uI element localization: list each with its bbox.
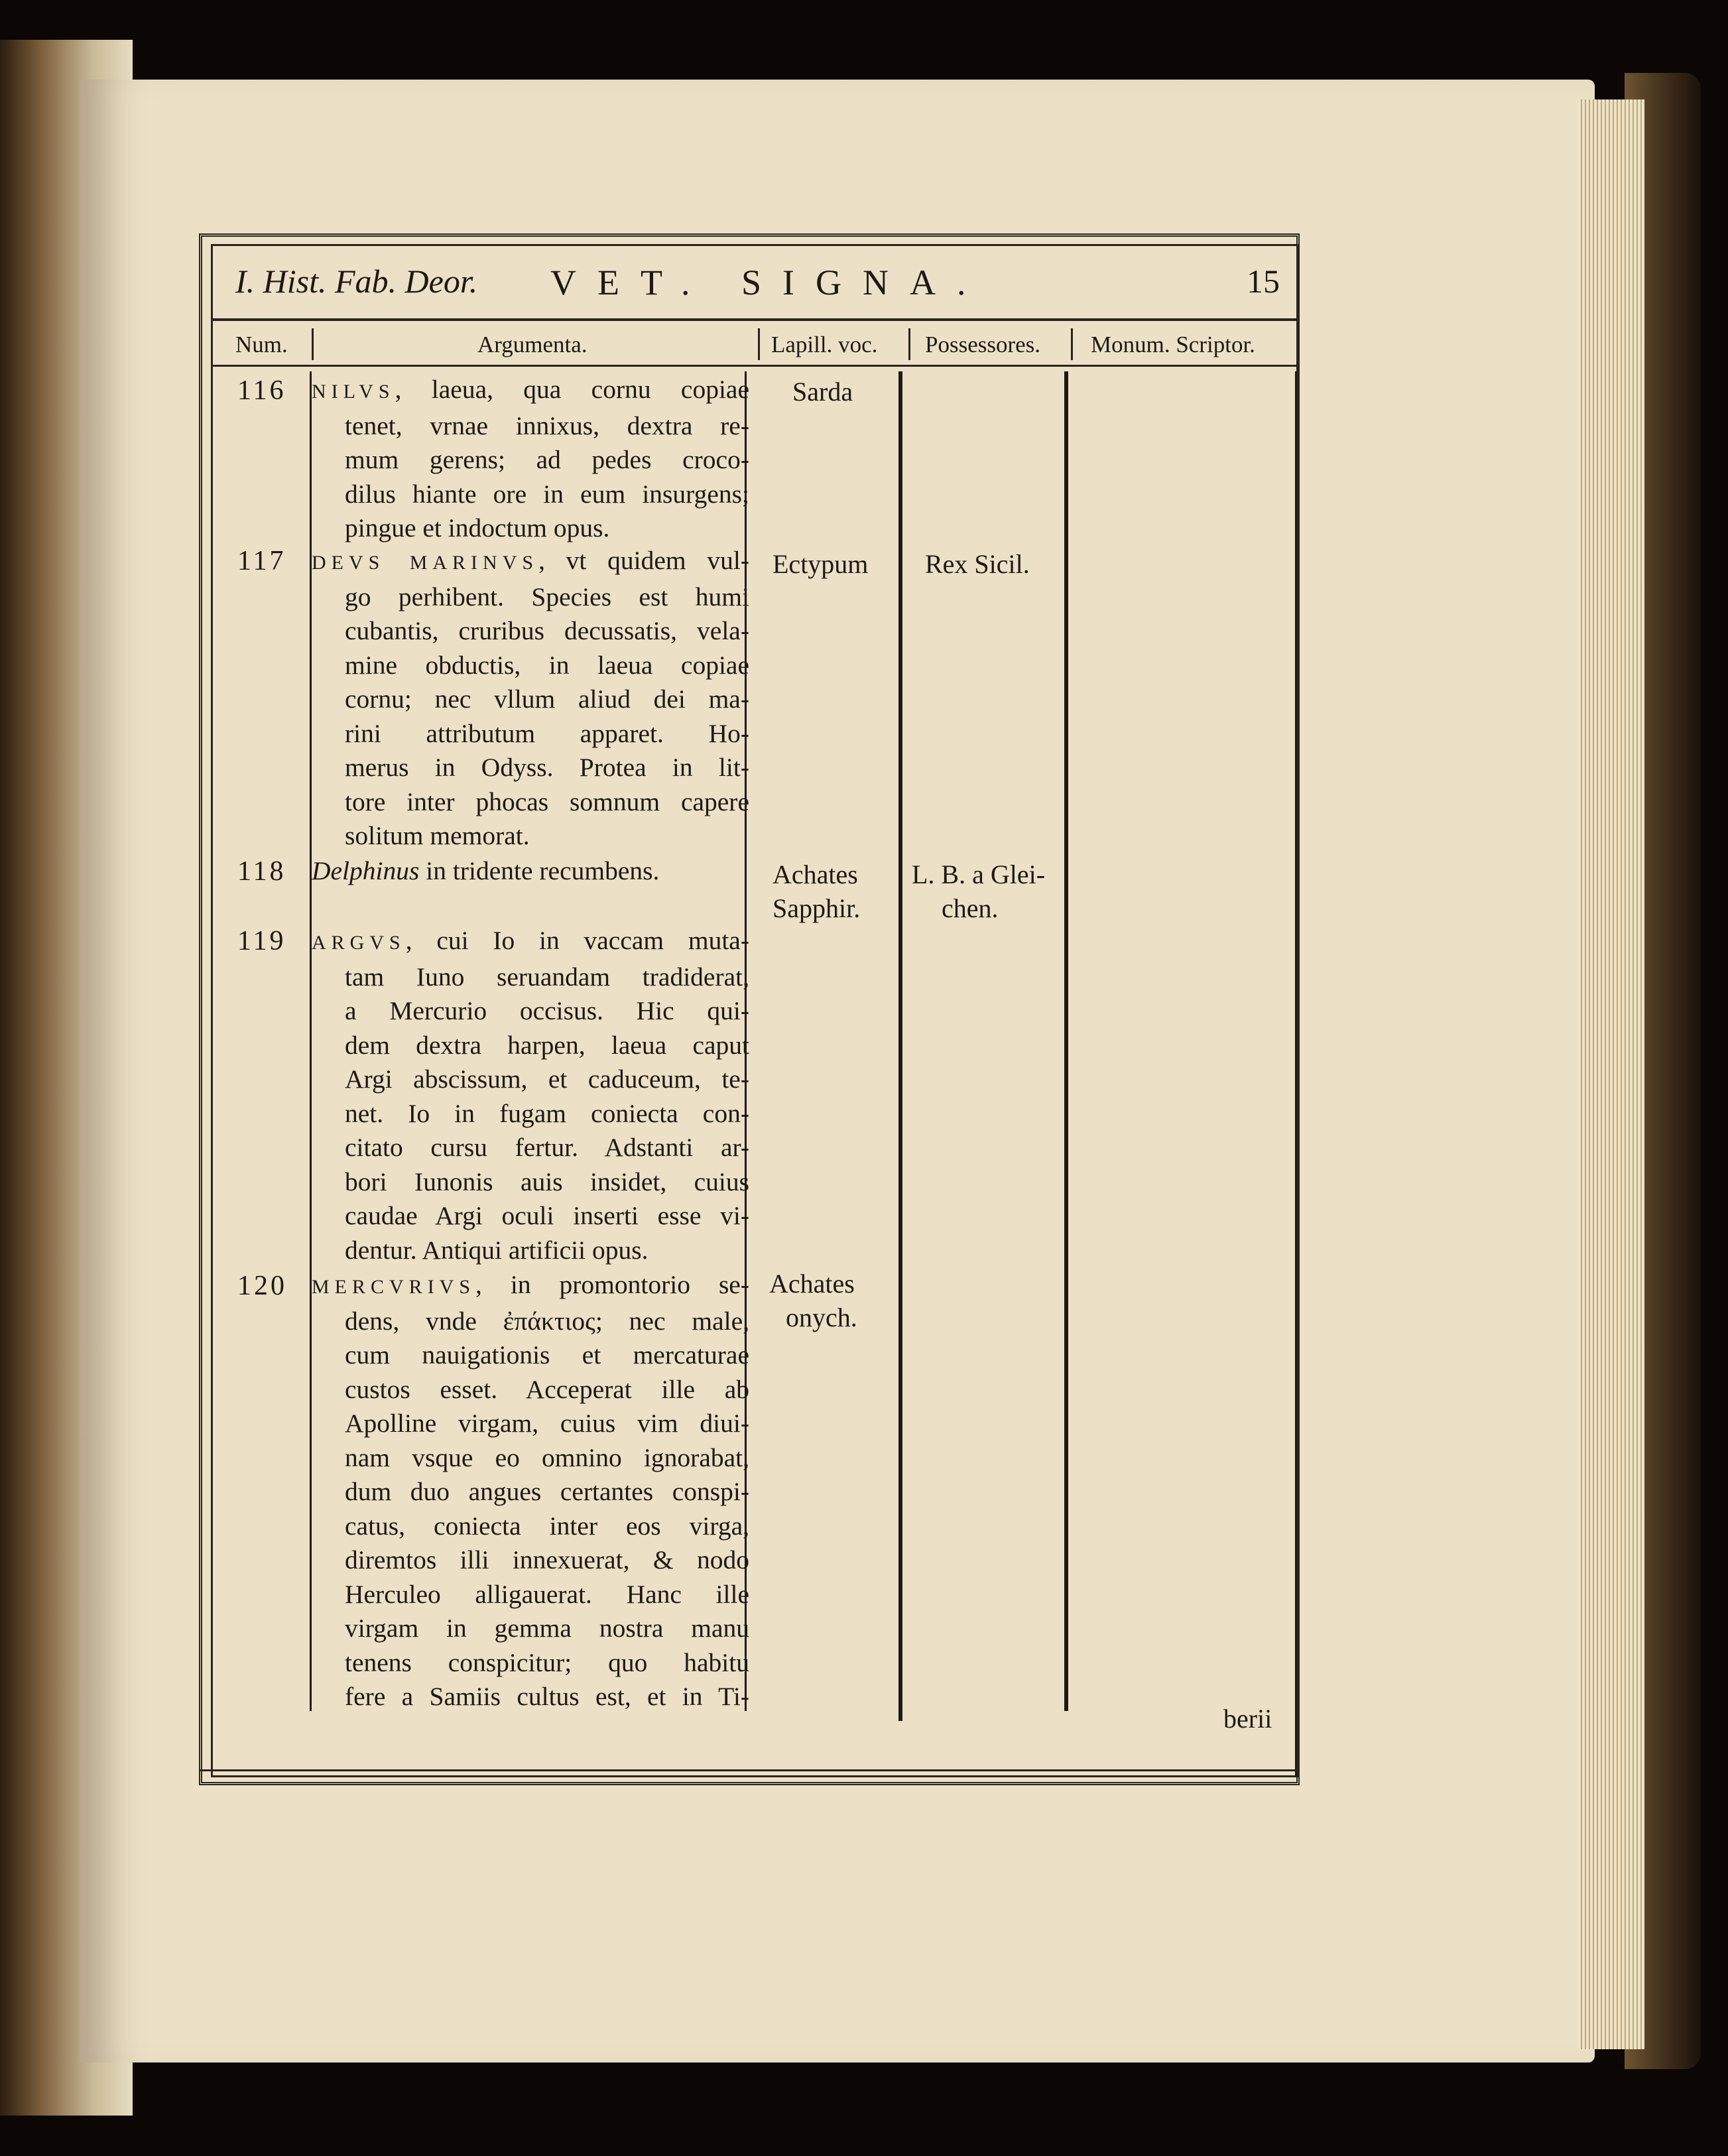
entry-number: 119: [237, 926, 286, 956]
entry-line: dem dextra harpen, laeua caput: [345, 1030, 749, 1060]
entry-text: , vt quidem vul-: [538, 546, 749, 575]
entry-line: a Mercurio occisus. Hic qui-: [345, 996, 749, 1025]
entry-argumenta: [312, 373, 749, 546]
entry-argumenta: [312, 1268, 749, 1714]
column-rule-lapill: [898, 371, 902, 1721]
entry-line: tenens conspicitur; quo habitu: [345, 1647, 749, 1677]
possessores-line: chen.: [942, 893, 999, 923]
column-header-separator: [1071, 328, 1073, 360]
running-header-title: VET. SIGNA.: [550, 263, 987, 302]
column-rule-right: [1295, 371, 1297, 1777]
header-rule: [212, 318, 1300, 321]
entry-text: in tridente recumbens.: [419, 856, 660, 885]
entry-line: mine obductis, in laeua copiae: [345, 650, 749, 680]
entry-line: net. Io in fugam coniecta con-: [345, 1098, 749, 1128]
page-edges: [1578, 99, 1644, 2049]
entry-line: pingue et indoctum opus.: [345, 513, 610, 542]
column-header-lapill: Lapill. voc.: [771, 332, 878, 357]
entry-line: [312, 1268, 749, 1304]
entry-number: 118: [237, 856, 286, 887]
entry-line: [312, 544, 749, 580]
possessores-cell: Rex Sicil.: [925, 549, 1030, 579]
lapill-cell: Ectypum: [772, 549, 869, 579]
entry-line: cum nauigationis et mercaturae: [345, 1340, 749, 1369]
column-rule-possessores: [1064, 371, 1068, 1711]
entry-line: dilus hiante ore in eum insurgens;: [345, 479, 749, 509]
footer-rule: [199, 1769, 1300, 1771]
entry-line: tenet, vrnae innixus, dextra re-: [345, 411, 749, 440]
entry-subject: MERCVRIVS: [312, 1276, 476, 1298]
entry-line: solitum memorat.: [345, 821, 530, 850]
column-header-separator: [908, 328, 910, 360]
entry-line: mum gerens; ad pedes croco-: [345, 445, 749, 474]
entry-subject: DEVS MARINVS: [312, 552, 539, 574]
entry-text: , cui Io in vaccam muta-: [405, 926, 749, 955]
entry-line: tore inter phocas somnum capere: [345, 787, 749, 816]
entry-line: rini attributum apparet. Ho-: [345, 718, 749, 748]
entry-line: dum duo angues certantes conspi-: [345, 1477, 749, 1506]
lapill-cell: [772, 857, 860, 925]
entry-line: nam vsque eo omnino ignorabat,: [345, 1442, 749, 1472]
entry-text: , in promontorio se-: [475, 1270, 749, 1299]
entry-number: 120: [237, 1271, 287, 1301]
entry-argumenta: [312, 924, 749, 1267]
entry-line: Apolline virgam, cuius vim diui-: [345, 1409, 749, 1438]
entry-line: fere a Samiis cultus est, et in Ti-: [345, 1682, 749, 1711]
entry-line: dens, vnde ἐπάκτιος; nec male,: [345, 1306, 749, 1336]
page-number: 15: [1247, 263, 1280, 300]
entry-line: diremtos illi innexuerat, & nodo: [345, 1545, 749, 1574]
lapill-line: Sapphir.: [772, 893, 861, 923]
entry-line: tam Iuno seruandam tradiderat,: [345, 962, 749, 991]
entry-line: [312, 924, 749, 960]
lapill-cell: [769, 1267, 857, 1334]
entry-line: cubantis, cruribus decussatis, vela-: [345, 616, 749, 645]
entry-line: custos esset. Acceperat ille ab: [345, 1374, 749, 1404]
entry-line: merus in Odyss. Protea in lit-: [345, 753, 749, 782]
entry-line: bori Iunonis auis insidet, cuius: [345, 1167, 749, 1196]
column-header-argumenta: Argumenta.: [477, 332, 587, 357]
entry-subject: Delphinus: [312, 856, 420, 885]
entry-number: 117: [237, 546, 286, 576]
column-header-separator: [758, 328, 760, 360]
running-header-left: I. Hist. Fab. Deor.: [235, 263, 478, 300]
lapill-cell: Sarda: [792, 377, 853, 407]
entry-line: go perhibent. Species est humi: [345, 582, 749, 611]
entry-line: citato cursu fertur. Adstanti ar-: [345, 1133, 749, 1162]
entry-line: [312, 854, 749, 889]
column-header-separator: [312, 328, 314, 360]
column-header-num: Num.: [235, 332, 288, 357]
entry-text: , laeua, qua cornu copiae: [395, 375, 749, 404]
entry-line: virgam in gemma nostra manu: [345, 1614, 749, 1643]
entry-line: catus, coniecta inter eos virga,: [345, 1511, 749, 1541]
entry-subject: NILVS: [312, 381, 395, 403]
entry-line: cornu; nec vllum aliud dei ma-: [345, 684, 749, 714]
entry-line: caudae Argi oculi inserti esse vi-: [345, 1201, 749, 1230]
column-header-rule: [212, 365, 1300, 367]
entry-line: [312, 373, 749, 409]
column-header-possessores: Possessores.: [925, 332, 1041, 357]
lapill-line: Achates: [769, 1269, 855, 1299]
entry-argumenta: [312, 544, 749, 854]
catchword: berii: [1223, 1704, 1272, 1734]
column-header-monum: Monum. Scriptor.: [1091, 332, 1255, 357]
entry-number: 116: [237, 375, 286, 406]
entry-line: dentur. Antiqui artificii opus.: [345, 1235, 648, 1265]
entry-subject: ARGVS: [312, 932, 406, 954]
lapill-line: onych.: [786, 1302, 857, 1332]
entry-argumenta: [312, 854, 749, 889]
entry-line: Herculeo alligauerat. Hanc ille: [345, 1579, 749, 1609]
entry-line: Argi abscissum, et caduceum, te-: [345, 1064, 749, 1094]
possessores-line: L. B. a Glei-: [912, 859, 1046, 889]
lapill-line: Achates: [772, 859, 858, 889]
possessores-cell: [912, 857, 1045, 925]
